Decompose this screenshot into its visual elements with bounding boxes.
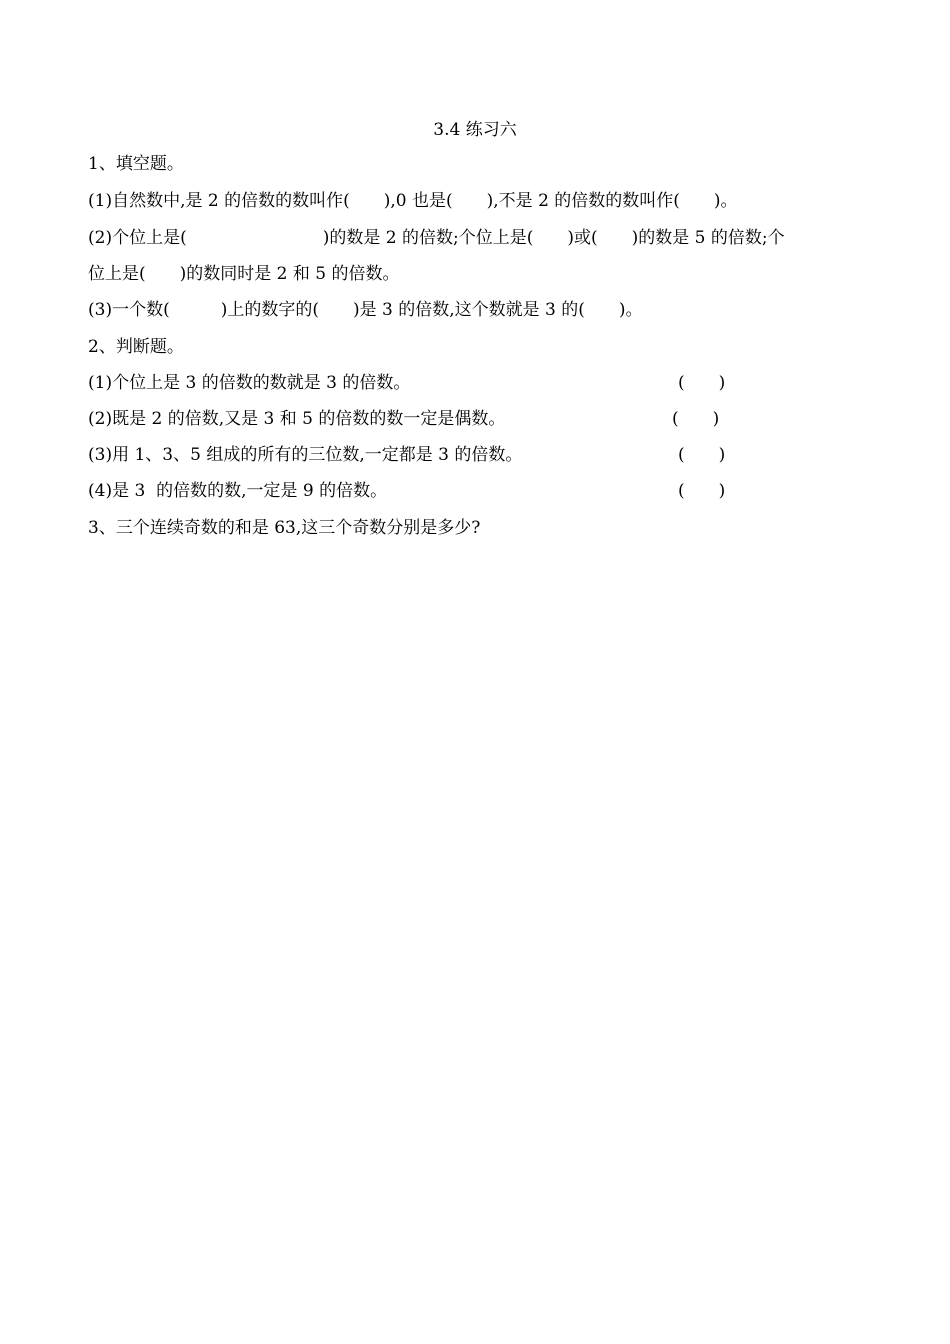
judge-answer-box-2: ( ) xyxy=(672,409,720,429)
section-2-heading: 2、判断题。 xyxy=(88,337,184,357)
judge-question-4: (4)是 3 的倍数的数,一定是 9 的倍数。 xyxy=(88,481,388,501)
fill-blank-question-1: (1)自然数中,是 2 的倍数的数叫作( ),0 也是( ),不是 2 的倍数的数叫作( )。 xyxy=(88,191,738,211)
judge-answer-box-1: ( ) xyxy=(678,373,726,393)
judge-answer-box-3: ( ) xyxy=(678,445,726,465)
judge-question-2: (2)既是 2 的倍数,又是 3 和 5 的倍数的数一定是偶数。 xyxy=(88,409,506,429)
judge-answer-box-4: ( ) xyxy=(678,481,726,501)
word-problem-question: 3、三个连续奇数的和是 63,这三个奇数分别是多少? xyxy=(88,518,481,538)
fill-blank-question-2-line-1: (2)个位上是( )的数是 2 的倍数;个位上是( )或( )的数是 5 的倍数;个 xyxy=(88,228,785,248)
judge-question-1: (1)个位上是 3 的倍数的数就是 3 的倍数。 xyxy=(88,373,411,393)
page-title: 3.4 练习六 xyxy=(433,120,517,140)
fill-blank-question-3: (3)一个数( )上的数字的( )是 3 的倍数,这个数就是 3 的( )。 xyxy=(88,300,643,320)
fill-blank-question-2-line-2: 位上是( )的数同时是 2 和 5 的倍数。 xyxy=(88,264,400,284)
judge-question-3: (3)用 1、3、5 组成的所有的三位数,一定都是 3 的倍数。 xyxy=(88,445,523,465)
section-1-heading: 1、填空题。 xyxy=(88,154,184,174)
